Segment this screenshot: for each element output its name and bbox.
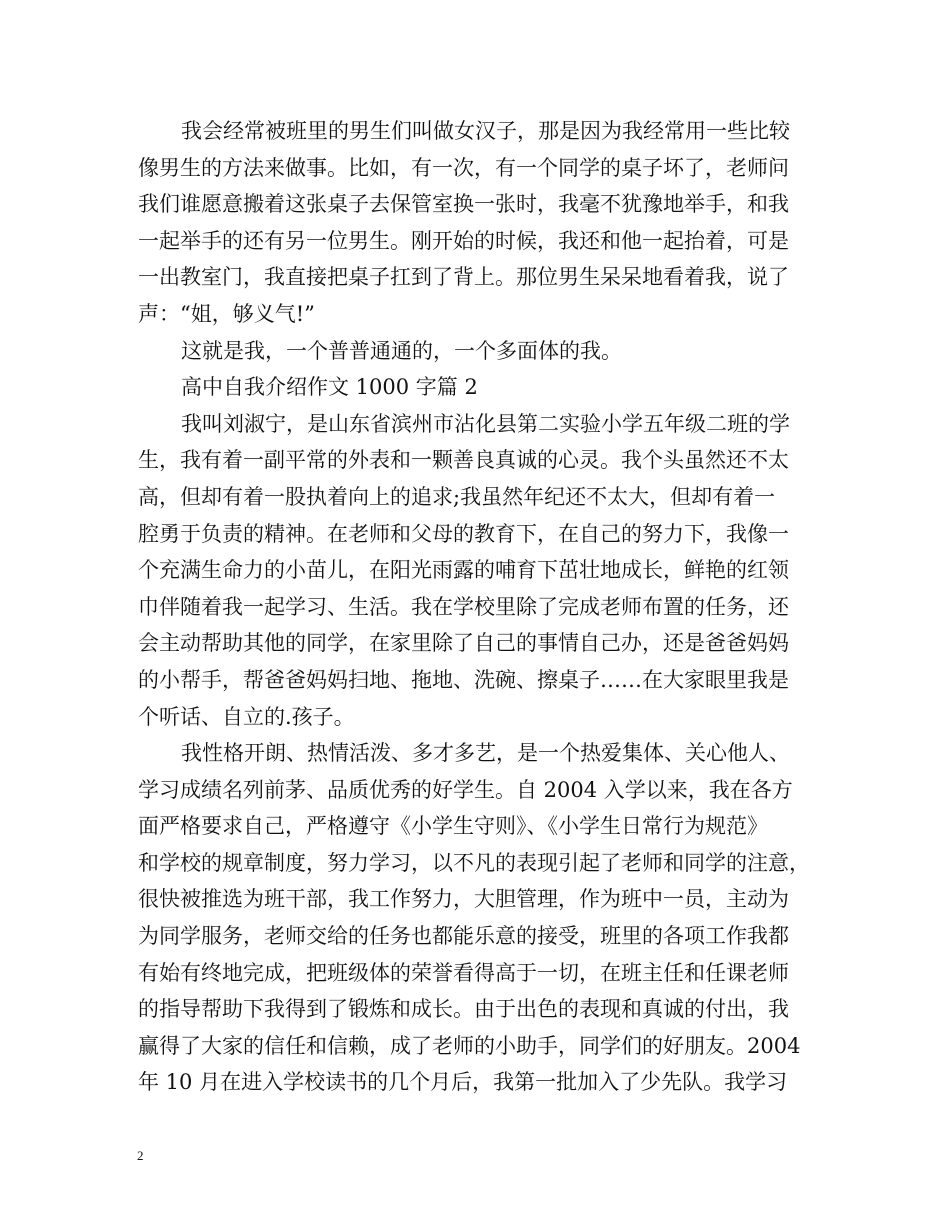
text-line: 会主动帮助其他的同学，在家里除了自己的事情自己办，还是爸爸妈妈 xyxy=(138,631,789,656)
text-line: 个充满生命力的小苗儿，在阳光雨露的哺育下茁壮地成长，鲜艳的红领 xyxy=(138,558,789,583)
section-heading: 高中自我介绍作文 1000 字篇 2 xyxy=(181,375,478,400)
text-line: 我们谁愿意搬着这张桌子去保管室换一张时，我毫不犹豫地举手，和我 xyxy=(138,192,789,217)
text-line: 像男生的方法来做事。比如，有一次，有一个同学的桌子坏了，老师问 xyxy=(138,155,789,180)
text-line: 这就是我，一个普普通通的，一个多面体的我。 xyxy=(181,338,622,363)
body-text xyxy=(138,113,824,1101)
text-line: 生，我有着一副平常的外表和一颗善良真诚的心灵。我个头虽然还不太 xyxy=(138,448,789,473)
text-line: 我会经常被班里的男生们叫做女汉子，那是因为我经常用一些比较 xyxy=(181,119,790,143)
text-line: 的小帮手，帮爸爸妈妈扫地、拖地、洗碗、擦桌子……在大家眼里我是 xyxy=(138,667,789,692)
page-number: 2 xyxy=(137,1148,144,1163)
text-line: 很快被推选为班干部，我工作努力，大胆管理，作为班中一员，主动为 xyxy=(138,887,789,912)
text-line: 面严格要求自己，严格遵守《小学生守则》、《小学生日常行为规范》 xyxy=(138,814,768,839)
text-line: 的指导帮助下我得到了锻炼和成长。由于出色的表现和真诚的付出，我 xyxy=(138,997,789,1022)
text-line: 声：“姐，够义气!” xyxy=(138,301,315,326)
text-line: 年 10 月在进入学校读书的几个月后，我第一批加入了少先队。我学习 xyxy=(138,1070,788,1095)
text-line: 个听话、自立的.孩子。 xyxy=(138,704,355,729)
text-line: 我叫刘淑宁，是山东省滨州市沾化县第二实验小学五年级二班的学 xyxy=(181,411,790,436)
text-line: 和学校的规章制度，努力学习，以不凡的表现引起了老师和同学的注意， xyxy=(138,850,810,875)
text-line: 为同学服务，老师交给的任务也都能乐意的接受，班里的各项工作我都 xyxy=(138,924,789,949)
text-line: 一出教室门，我直接把桌子扛到了背上。那位男生呆呆地看着我，说了 xyxy=(138,265,789,290)
text-line: 一起举手的还有另一位男生。刚开始的时候，我还和他一起抬着，可是 xyxy=(138,228,789,253)
text-line: 高，但却有着一股执着向上的追求;我虽然年纪还不太大，但却有着一 xyxy=(138,484,776,509)
text-line: 巾伴随着我一起学习、生活。我在学校里除了完成老师布置的任务，还 xyxy=(138,594,789,619)
text-line: 学习成绩名列前茅、品质优秀的好学生。自 2004 入学以来，我在各方 xyxy=(138,777,793,802)
text-line: 赢得了大家的信任和信赖，成了老师的小助手，同学们的好朋友。2004 xyxy=(138,1033,801,1058)
text-line: 我性格开朗、热情活泼、多才多艺，是一个热爱集体、关心他人、 xyxy=(181,741,790,766)
text-line: 腔勇于负责的精神。在老师和父母的教育下，在自己的努力下，我像一 xyxy=(138,521,789,546)
text-line: 有始有终地完成，把班级体的荣誉看得高于一切，在班主任和任课老师 xyxy=(138,960,789,985)
